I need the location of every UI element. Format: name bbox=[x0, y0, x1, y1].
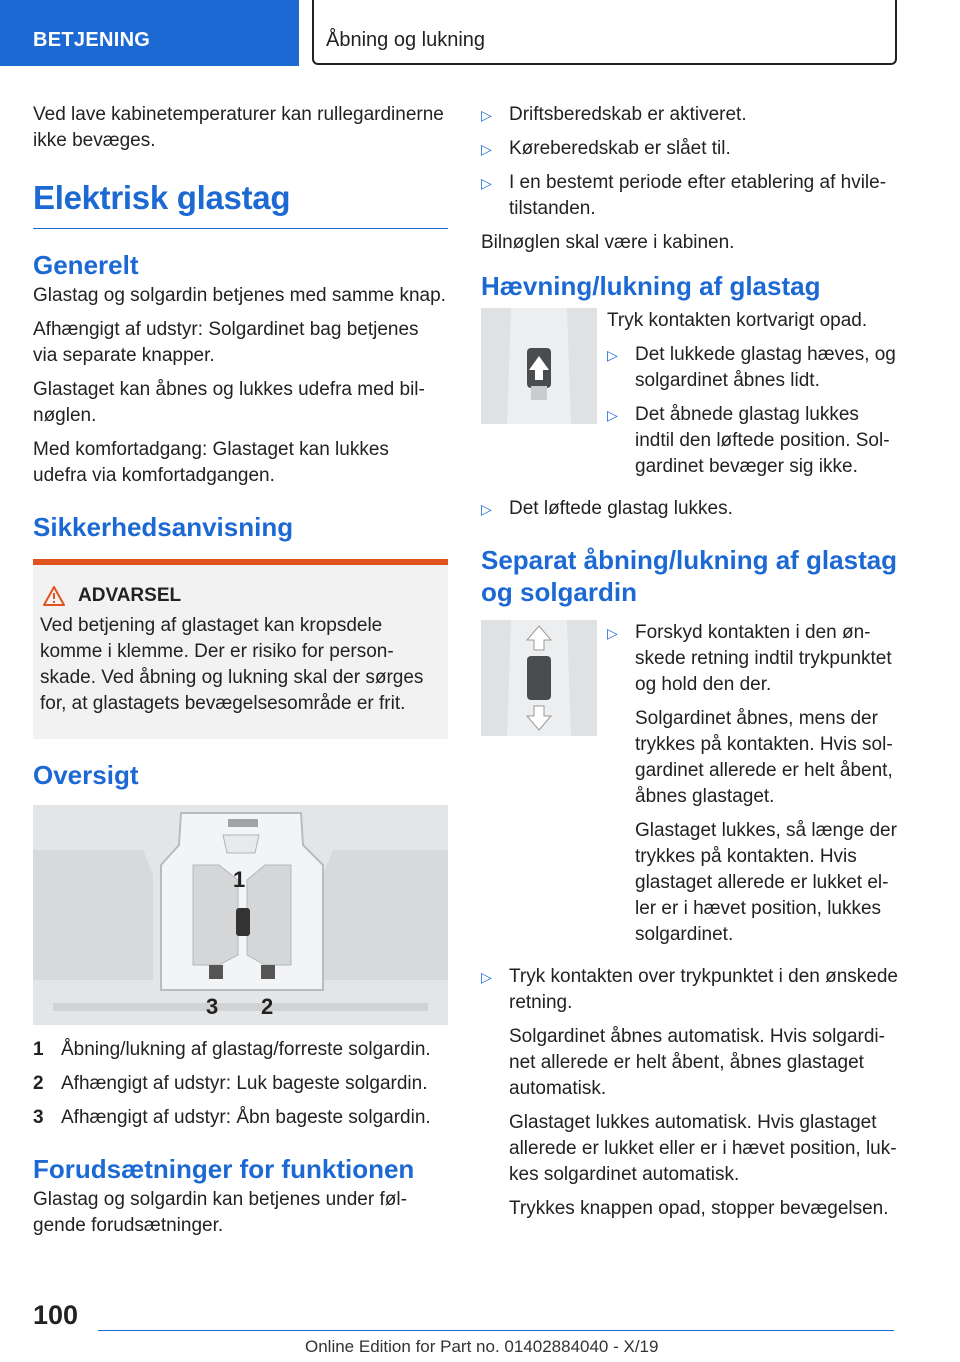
section-title-haevning: Hævning/lukning af glastag bbox=[481, 271, 821, 301]
footer-edition: Online Edition for Part no. 01402884040 - X/19 bbox=[305, 1337, 659, 1356]
section-title-generelt: Generelt bbox=[33, 250, 139, 280]
separat-paragraph-2: Glastaget lukkes, så længe der trykkes på kontakten. Hvis glastaget allerede er lukket eller er i hævet position, lukkes solgardinet. bbox=[635, 820, 897, 945]
list-item: ▷ Det åbnede glastag lukkes indtil den løftede position. Solgardinet bevæger sig ikke. bbox=[607, 404, 890, 477]
switch-updown-figure bbox=[481, 620, 597, 736]
figure-label-3: 3 bbox=[206, 994, 219, 1019]
triangle-bullet-icon: ▷ bbox=[607, 347, 618, 363]
generelt-paragraph-2: Afhængigt af udstyr: Solgardinet bag betjenes via separate knapper. bbox=[33, 319, 419, 366]
header-title: Åbning og lukning bbox=[326, 29, 486, 51]
warning-box bbox=[33, 559, 448, 739]
figure-label-2: 2 bbox=[261, 994, 274, 1019]
separat-block bbox=[481, 620, 901, 956]
header-section-tab bbox=[0, 0, 299, 66]
warning-triangle-icon bbox=[42, 585, 66, 607]
overview-figure bbox=[33, 805, 448, 1025]
right-column bbox=[481, 102, 901, 1230]
list-item: 1 Åbning/lukning af glastag/forreste solgardin. bbox=[33, 1039, 431, 1060]
switch-up-illustration bbox=[481, 308, 597, 424]
triangle-bullet-icon: ▷ bbox=[607, 407, 618, 423]
list-item: ▷ I en bestemt periode efter etablering af hviletilstanden. bbox=[481, 172, 887, 219]
switch-updown-illustration bbox=[481, 620, 597, 736]
triangle-bullet-icon: ▷ bbox=[481, 107, 492, 123]
section-title-separat: Separat åbning/lukning af glastag og solgardin bbox=[481, 545, 898, 607]
haevning-text bbox=[607, 308, 901, 488]
section-title-forud: Forudsætninger for funktionen bbox=[33, 1154, 415, 1184]
list-item: ▷ Køreberedskab er slået til. bbox=[481, 136, 901, 162]
list-item: ▷ Det løftede glastag lukkes. bbox=[481, 496, 901, 522]
section-title-sikkerhed: Sikkerhedsanvisning bbox=[33, 512, 294, 542]
triangle-bullet-icon: ▷ bbox=[481, 501, 492, 517]
haevning-block bbox=[481, 308, 901, 488]
list-item: 2 Afhængigt af udstyr: Luk bageste solgardin. bbox=[33, 1073, 428, 1094]
separat-text bbox=[607, 620, 901, 956]
warning-label: ADVARSEL bbox=[78, 585, 182, 606]
left-column bbox=[33, 102, 448, 1247]
footer-divider bbox=[98, 1330, 894, 1331]
overview-list bbox=[33, 1037, 448, 1131]
page-number: 100 bbox=[33, 1300, 79, 1330]
chapter-title: Elektrisk glastag bbox=[33, 176, 448, 229]
triangle-bullet-icon: ▷ bbox=[481, 969, 492, 985]
triangle-bullet-icon: ▷ bbox=[481, 141, 492, 157]
roof-console-illustration bbox=[33, 805, 448, 1025]
header-section-label: BETJENING bbox=[33, 29, 151, 51]
switch-up-figure bbox=[481, 308, 597, 424]
figure-label-1: 1 bbox=[233, 867, 246, 892]
forud-paragraph: Glastag og solgardin kan betjenes under følgende forudsætninger. bbox=[33, 1189, 407, 1236]
triangle-bullet-icon: ▷ bbox=[481, 175, 492, 191]
list-item: ▷ Det lukkede glastag hæves, og solgardinet åbnes lidt. bbox=[607, 344, 896, 391]
separat-paragraph-1: Solgardinet åbnes, mens der trykkes på kontakten. Hvis solgardinet allerede er helt åbent, åbnes glastaget. bbox=[635, 708, 893, 807]
list-item: ▷ Driftsberedskab er aktiveret. bbox=[481, 102, 901, 128]
warning-text: Ved betjening af glastaget kan kropsdele komme i klemme. Der er risiko for personskade. Ved åbning og lukning skal der sørges for, at glastagets bevægelsesområde er frit. bbox=[40, 615, 424, 714]
bilnoglen-paragraph: Bilnøglen skal være i kabinen. bbox=[481, 232, 735, 253]
section-title-oversigt: Oversigt bbox=[33, 760, 139, 790]
separat-paragraph-5: Trykkes knappen opad, stopper bevægelsen. bbox=[509, 1198, 889, 1219]
header-title-box bbox=[312, 0, 897, 65]
triangle-bullet-icon: ▷ bbox=[607, 625, 618, 641]
list-item: ▷ Forskyd kontakten i den ønskede retning indtil trykpunktet og hold den der. bbox=[607, 622, 892, 695]
separat-paragraph-4: Glastaget lukkes automatisk. Hvis glastaget allerede er lukket eller er i hævet position, lukkes solgardinet automatisk. bbox=[509, 1112, 897, 1185]
generelt-paragraph-1: Glastag og solgardin betjenes med samme knap. bbox=[33, 285, 446, 306]
separat-paragraph-3: Solgardinet åbnes automatisk. Hvis solgardinet allerede er helt åbent, åbnes glastaget automatisk. bbox=[509, 1026, 885, 1099]
generelt-paragraph-4: Med komfortadgang: Glastaget kan lukkes udefra via komfortadgangen. bbox=[33, 439, 389, 486]
haevning-intro: Tryk kontakten kortvarigt opad. bbox=[607, 310, 868, 331]
list-item: ▷ Tryk kontakten over trykpunktet i den ønskede retning. bbox=[481, 966, 898, 1013]
intro-paragraph: Ved lave kabinetemperaturer kan rullegardinerne ikke bevæges. bbox=[33, 104, 444, 151]
generelt-paragraph-3: Glastaget kan åbnes og lukkes udefra med bilnøglen. bbox=[33, 379, 425, 426]
list-item: 3 Afhængigt af udstyr: Åbn bageste solgardin. bbox=[33, 1107, 431, 1128]
